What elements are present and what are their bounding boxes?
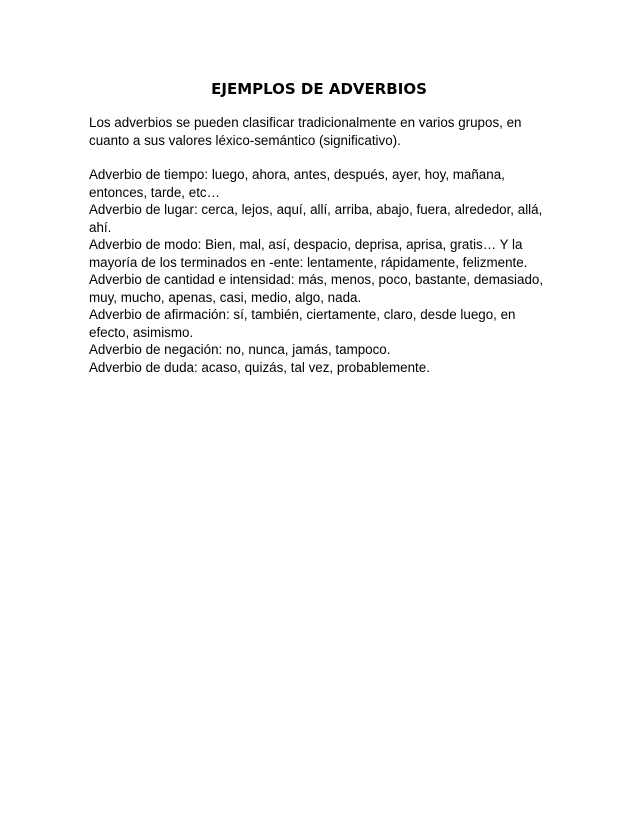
adverb-affirmation-paragraph: Adverbio de afirmación: sí, también, ciertamente, claro, desde luego, en efecto, asimismo.	[89, 307, 516, 340]
intro-paragraph: Los adverbios se pueden clasificar tradicionalmente en varios grupos, en cuanto a sus valores léxico-semántico (significativo).	[89, 115, 522, 148]
adverb-manner-paragraph: Adverbio de modo: Bien, mal, así, despacio, deprisa, aprisa, gratis… Y la mayoría de los terminados en -ente: lentamente, rápidamente, felizmente.	[89, 237, 528, 270]
adverb-place-paragraph: Adverbio de lugar: cerca, lejos, aquí, allí, arriba, abajo, fuera, alrededor, allá, ahí.	[89, 202, 543, 235]
document-title: EJEMPLOS DE ADVERBIOS	[211, 80, 427, 98]
adverb-doubt-paragraph: Adverbio de duda: acaso, quizás, tal vez, probablemente.	[89, 359, 430, 375]
adverb-quantity-paragraph: Adverbio de cantidad e intensidad: más, menos, poco, bastante, demasiado, muy, mucho, apenas, casi, medio, algo, nada.	[89, 272, 544, 305]
adverb-negation-paragraph: Adverbio de negación: no, nunca, jamás, tampoco.	[89, 342, 391, 357]
adverb-time-paragraph: Adverbio de tiempo: luego, ahora, antes, después, ayer, hoy, mañana, entonces, tarde, etc…	[89, 167, 505, 200]
